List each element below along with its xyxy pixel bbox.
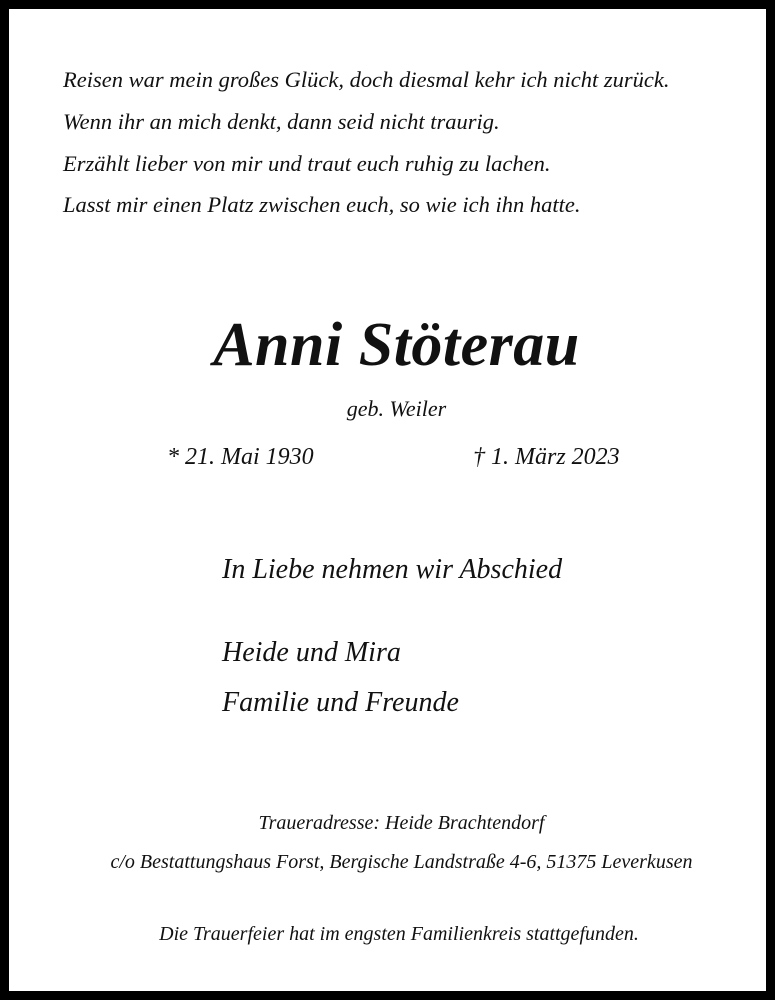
- address-line-2: c/o Bestattungshaus Forst, Bergische Landstraße 4-6, 51375 Leverkusen: [110, 851, 693, 873]
- poem-line-1: Reisen war mein großes Glück, doch diesmal kehr ich nicht zurück.: [63, 67, 670, 92]
- poem-line-4: Lasst mir einen Platz zwischen euch, so wie ich ihn hatte.: [63, 192, 581, 217]
- death-date: † 1. März 2023: [473, 444, 620, 470]
- maiden-name: geb. Weiler: [346, 396, 447, 421]
- birth-date: * 21. Mai 1930: [167, 444, 314, 470]
- poem-line-3: Erzählt lieber von mir und traut euch ruhig zu lachen.: [63, 151, 551, 176]
- mourner-names-1: Heide und Mira: [222, 637, 401, 668]
- mourner-names-2: Familie und Freunde: [222, 687, 459, 718]
- address-line-1: Traueradresse: Heide Brachtendorf: [258, 812, 545, 834]
- farewell-line: In Liebe nehmen wir Abschied: [222, 554, 563, 585]
- deceased-name: Anni Stöterau: [213, 311, 580, 379]
- funeral-notice: Die Trauerfeier hat im engsten Familienkreis stattgefunden.: [159, 923, 639, 945]
- poem-line-2: Wenn ihr an mich denkt, dann seid nicht traurig.: [63, 109, 500, 134]
